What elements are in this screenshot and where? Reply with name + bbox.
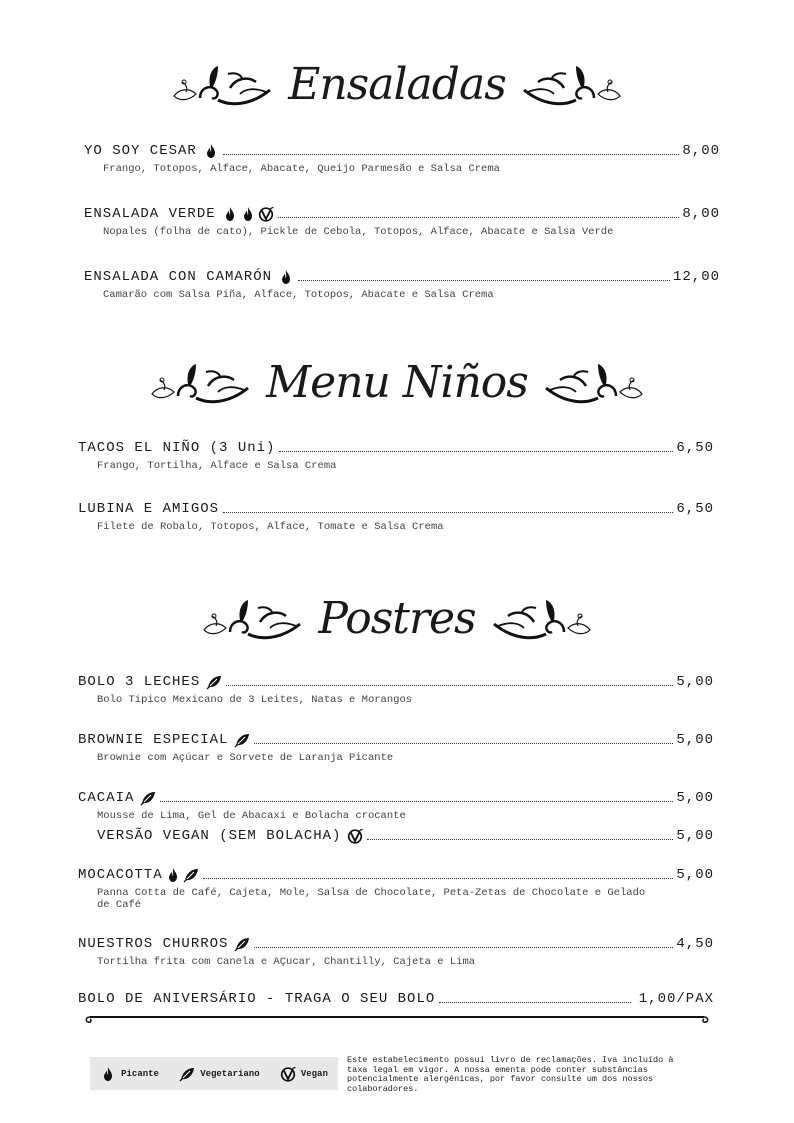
legal-note-text: Este estabelecimento possui livro de reclamações. Iva incluído à taxa legal em vigor. A nossa ementa pode conter substâncias potencialmente alergénicas, por favor consulte um dos nossos colaboradores. (347, 1055, 674, 1094)
item-description: Filete de Robalo, Totopos, Alface, Tomate e Salsa Crema (97, 521, 444, 533)
item-description: Brownie com Açúcar e Sorvete de Laranja Picante (97, 752, 394, 764)
section-header-ninos (0, 348, 794, 418)
menu-item (78, 934, 714, 968)
section-title: Ensaladas (288, 59, 506, 110)
item-price: 8,00 (682, 143, 720, 159)
legend-vegetariano (179, 1066, 259, 1082)
menu-item (84, 204, 720, 238)
item-name: YO SOY CESAR (84, 143, 197, 159)
menu-item (84, 267, 720, 301)
item-name: LUBINA E AMIGOS (78, 501, 220, 517)
menu-item (84, 141, 720, 175)
legend-label: Vegetariano (200, 1068, 260, 1079)
item-description: Camarão com Salsa Piña, Alface, Totopos, Abacate e Salsa Crema (103, 289, 494, 301)
footer-divider (84, 1012, 710, 1026)
legal-note (347, 1056, 687, 1094)
item-price: 6,50 (676, 440, 714, 456)
menu-item (78, 865, 714, 911)
item-price: 12,00 (672, 269, 720, 285)
item-description: Panna Cotta de Café, Cajeta, Mole, Salsa de Chocolate, Peta-Zetas de Chocolate e Gelado de Café (97, 887, 646, 911)
menu-item (78, 788, 714, 844)
item-price: 5,00 (676, 674, 714, 690)
vegan-icon (347, 828, 363, 844)
flame-icon (165, 867, 181, 883)
item-name: BROWNIE ESPECIAL (78, 732, 229, 748)
sub-item (97, 826, 714, 844)
ornament-left-icon (170, 60, 280, 110)
menu-item (78, 438, 714, 472)
flame-icon (100, 1066, 116, 1082)
item-description: Bolo Tipico Mexicano de 3 Leites, Natas e Morangos (97, 694, 413, 706)
item-name: TACOS EL NIÑO (3 Uni) (78, 440, 276, 456)
menu-item (78, 499, 714, 533)
item-description: Frango, Tortilha, Alface e Salsa Crema (97, 460, 337, 472)
menu-item (78, 672, 714, 706)
item-price: 5,00 (676, 828, 714, 844)
item-price: 5,00 (676, 867, 714, 883)
ornament-right-icon (536, 358, 646, 408)
leaf-icon (234, 732, 250, 748)
birthday-item (78, 989, 714, 1007)
item-name: CACAIA (78, 790, 135, 806)
legend-vegan (280, 1066, 328, 1082)
item-name: VERSÃO VEGAN (SEM BOLACHA) (97, 828, 342, 844)
item-price: 5,00 (676, 732, 714, 748)
ornament-right-icon (484, 594, 594, 644)
item-name: BOLO 3 LECHES (78, 674, 201, 690)
flame-icon (278, 269, 294, 285)
flame-icon (203, 143, 219, 159)
item-name: ENSALADA CON CAMARÓN (84, 269, 273, 285)
item-price: 4,50 (676, 936, 714, 952)
legend-label: Vegan (300, 1068, 328, 1079)
legend-picante (100, 1066, 159, 1082)
item-price: 1,00/PAX (638, 991, 714, 1007)
item-description: Tortilha frita com Canela e AÇucar, Chantilly, Cajeta e Lima (97, 956, 476, 968)
item-price: 5,00 (676, 790, 714, 806)
section-header-ensaladas (0, 50, 794, 120)
vegan-icon (258, 206, 274, 222)
leaf-icon (183, 867, 199, 883)
section-title: Menu Niños (266, 357, 528, 408)
item-name: ENSALADA VERDE (84, 206, 216, 222)
item-price: 6,50 (676, 501, 714, 517)
item-price: 8,00 (682, 206, 720, 222)
icon-legend (90, 1057, 338, 1090)
ornament-right-icon (514, 60, 624, 110)
section-title: Postres (318, 593, 476, 644)
ornament-left-icon (200, 594, 310, 644)
legend-label: Picante (121, 1068, 159, 1079)
leaf-icon (140, 790, 156, 806)
item-name: BOLO DE ANIVERSÁRIO - TRAGA O SEU BOLO (78, 991, 436, 1007)
item-description: Mousse de Lima, Gel de Abacaxi e Bolacha crocante (97, 810, 406, 822)
leaf-icon (206, 674, 222, 690)
flame-icon (222, 206, 238, 222)
flame-icon (240, 206, 256, 222)
menu-item (78, 730, 714, 764)
section-header-postres (0, 584, 794, 654)
leaf-icon (179, 1066, 195, 1082)
ornament-left-icon (148, 358, 258, 408)
leaf-icon (234, 936, 250, 952)
item-description: Frango, Totopos, Alface, Abacate, Queijo Parmesão e Salsa Crema (103, 163, 500, 175)
item-description: Nopales (folha de cato), Pickle de Cebola, Totopos, Alface, Abacate e Salsa Verde (103, 226, 614, 238)
item-name: MOCACOTTA (78, 867, 163, 883)
item-name: NUESTROS CHURROS (78, 936, 229, 952)
vegan-icon (280, 1066, 296, 1082)
